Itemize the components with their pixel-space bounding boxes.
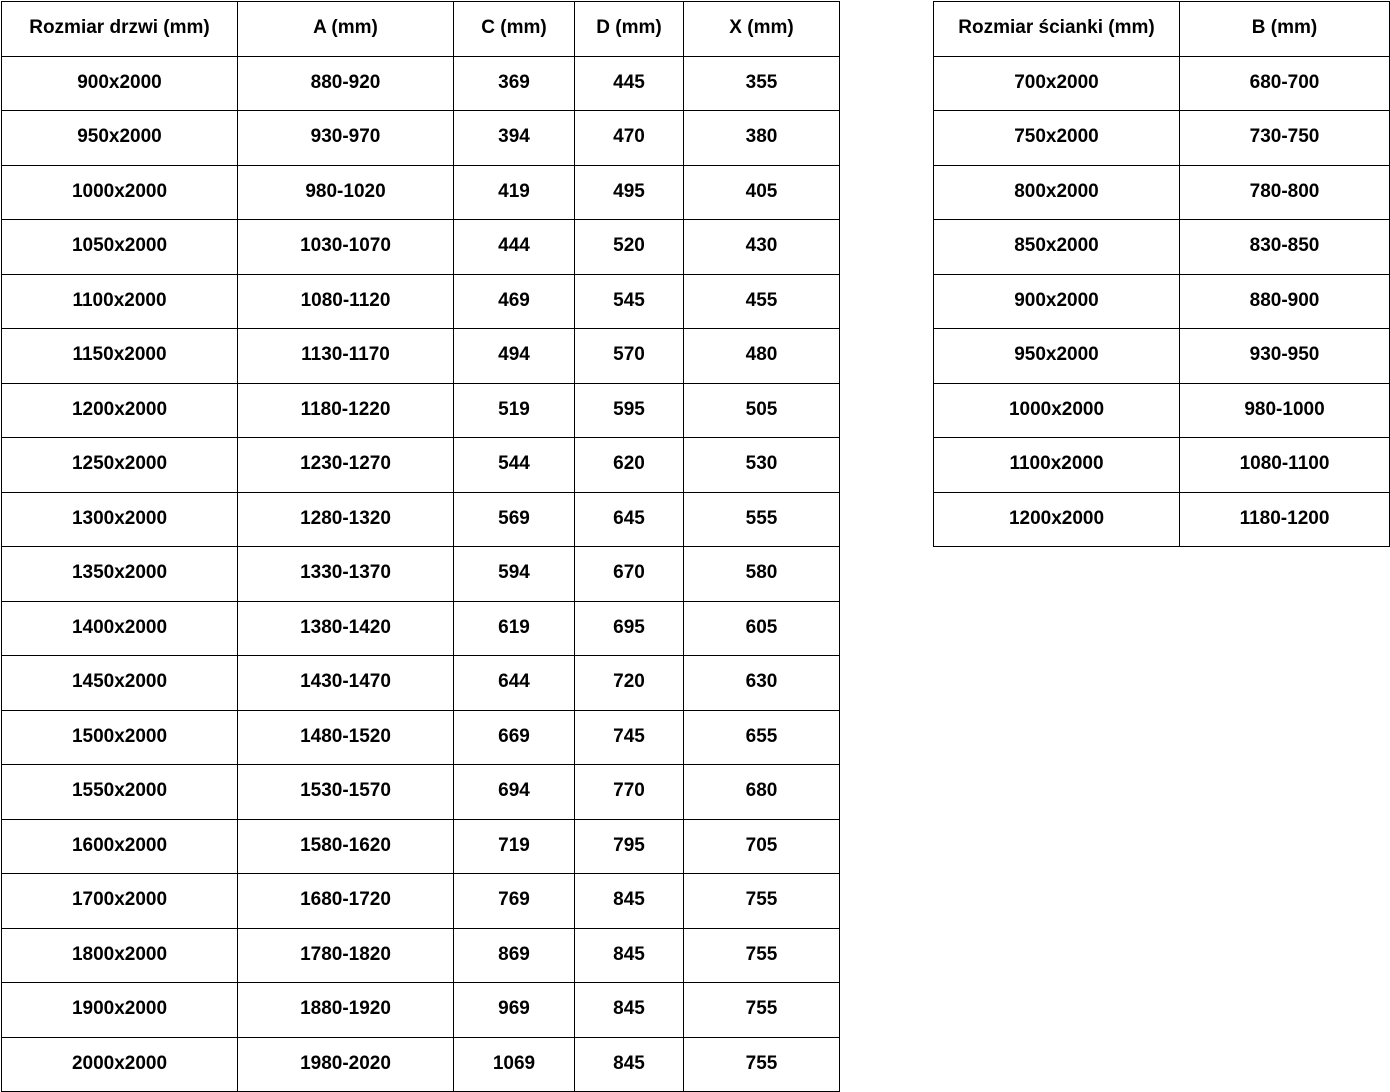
cell-c: 519 (454, 383, 575, 438)
cell-a: 980-1020 (238, 165, 454, 220)
cell-door-size: 1500x2000 (2, 710, 238, 765)
cell-d: 520 (575, 220, 684, 275)
cell-b: 780-800 (1180, 165, 1390, 220)
cell-d: 495 (575, 165, 684, 220)
cell-x: 505 (684, 383, 840, 438)
cell-b: 880-900 (1180, 274, 1390, 329)
cell-x: 355 (684, 56, 840, 111)
cell-c: 419 (454, 165, 575, 220)
cell-door-size: 1600x2000 (2, 819, 238, 874)
column-header-door-size: Rozmiar drzwi (mm) (2, 2, 238, 57)
table-header-row (934, 2, 1390, 57)
table-row (2, 547, 840, 602)
cell-door-size: 1350x2000 (2, 547, 238, 602)
cell-wall-size: 1000x2000 (934, 383, 1180, 438)
cell-door-size: 1150x2000 (2, 329, 238, 384)
cell-door-size: 1550x2000 (2, 765, 238, 820)
cell-b: 1080-1100 (1180, 438, 1390, 493)
cell-a: 1980-2020 (238, 1037, 454, 1092)
cell-d: 845 (575, 874, 684, 929)
table-row (2, 656, 840, 711)
cell-b: 730-750 (1180, 111, 1390, 166)
cell-a: 1030-1070 (238, 220, 454, 275)
column-header-x: X (mm) (684, 2, 840, 57)
cell-door-size: 1800x2000 (2, 928, 238, 983)
cell-c: 494 (454, 329, 575, 384)
table-row (2, 111, 840, 166)
cell-x: 680 (684, 765, 840, 820)
cell-d: 545 (575, 274, 684, 329)
cell-a: 1330-1370 (238, 547, 454, 602)
cell-d: 645 (575, 492, 684, 547)
cell-c: 469 (454, 274, 575, 329)
cell-c: 569 (454, 492, 575, 547)
door-size-table (1, 1, 840, 1092)
wall-size-table (933, 1, 1390, 547)
cell-x: 530 (684, 438, 840, 493)
cell-a: 1680-1720 (238, 874, 454, 929)
cell-door-size: 1300x2000 (2, 492, 238, 547)
cell-door-size: 1450x2000 (2, 656, 238, 711)
cell-d: 845 (575, 928, 684, 983)
table-row (934, 492, 1390, 547)
table-row (2, 274, 840, 329)
table-row (934, 111, 1390, 166)
cell-wall-size: 800x2000 (934, 165, 1180, 220)
table-row (934, 438, 1390, 493)
cell-door-size: 2000x2000 (2, 1037, 238, 1092)
cell-c: 969 (454, 983, 575, 1038)
cell-x: 605 (684, 601, 840, 656)
cell-c: 594 (454, 547, 575, 602)
cell-d: 845 (575, 1037, 684, 1092)
cell-a: 1880-1920 (238, 983, 454, 1038)
cell-x: 380 (684, 111, 840, 166)
cell-x: 555 (684, 492, 840, 547)
cell-x: 755 (684, 1037, 840, 1092)
table-row (2, 438, 840, 493)
cell-x: 755 (684, 983, 840, 1038)
cell-c: 619 (454, 601, 575, 656)
table-row (934, 220, 1390, 275)
cell-door-size: 1050x2000 (2, 220, 238, 275)
cell-d: 570 (575, 329, 684, 384)
cell-x: 580 (684, 547, 840, 602)
cell-a: 1180-1220 (238, 383, 454, 438)
table-row (2, 383, 840, 438)
table-row (934, 56, 1390, 111)
column-header-wall-size: Rozmiar ścianki (mm) (934, 2, 1180, 57)
cell-a: 1480-1520 (238, 710, 454, 765)
table-row (2, 819, 840, 874)
table-row (934, 274, 1390, 329)
cell-d: 720 (575, 656, 684, 711)
cell-door-size: 1200x2000 (2, 383, 238, 438)
cell-x: 430 (684, 220, 840, 275)
cell-a: 1280-1320 (238, 492, 454, 547)
cell-d: 745 (575, 710, 684, 765)
wall-table-body (934, 56, 1390, 547)
cell-b: 980-1000 (1180, 383, 1390, 438)
cell-a: 1430-1470 (238, 656, 454, 711)
cell-d: 620 (575, 438, 684, 493)
cell-c: 644 (454, 656, 575, 711)
cell-b: 930-950 (1180, 329, 1390, 384)
cell-d: 795 (575, 819, 684, 874)
cell-x: 655 (684, 710, 840, 765)
cell-wall-size: 1200x2000 (934, 492, 1180, 547)
cell-b: 830-850 (1180, 220, 1390, 275)
cell-door-size: 1700x2000 (2, 874, 238, 929)
column-header-c: C (mm) (454, 2, 575, 57)
cell-c: 444 (454, 220, 575, 275)
cell-a: 1130-1170 (238, 329, 454, 384)
cell-x: 480 (684, 329, 840, 384)
cell-a: 1530-1570 (238, 765, 454, 820)
cell-d: 670 (575, 547, 684, 602)
cell-d: 845 (575, 983, 684, 1038)
cell-x: 405 (684, 165, 840, 220)
cell-wall-size: 850x2000 (934, 220, 1180, 275)
table-row (2, 765, 840, 820)
cell-d: 445 (575, 56, 684, 111)
cell-door-size: 1000x2000 (2, 165, 238, 220)
cell-door-size: 900x2000 (2, 56, 238, 111)
cell-b: 1180-1200 (1180, 492, 1390, 547)
cell-c: 719 (454, 819, 575, 874)
table-row (934, 329, 1390, 384)
cell-x: 755 (684, 874, 840, 929)
cell-x: 755 (684, 928, 840, 983)
table-row (2, 56, 840, 111)
cell-wall-size: 900x2000 (934, 274, 1180, 329)
cell-x: 705 (684, 819, 840, 874)
cell-c: 694 (454, 765, 575, 820)
table-row (2, 329, 840, 384)
cell-wall-size: 950x2000 (934, 329, 1180, 384)
cell-d: 695 (575, 601, 684, 656)
cell-d: 770 (575, 765, 684, 820)
table-row (2, 601, 840, 656)
table-row (2, 710, 840, 765)
cell-c: 769 (454, 874, 575, 929)
cell-a: 880-920 (238, 56, 454, 111)
column-header-a: A (mm) (238, 2, 454, 57)
cell-c: 394 (454, 111, 575, 166)
cell-door-size: 1900x2000 (2, 983, 238, 1038)
cell-wall-size: 700x2000 (934, 56, 1180, 111)
cell-x: 455 (684, 274, 840, 329)
cell-x: 630 (684, 656, 840, 711)
table-row (2, 1037, 840, 1092)
cell-c: 369 (454, 56, 575, 111)
table-row (934, 383, 1390, 438)
cell-a: 1380-1420 (238, 601, 454, 656)
cell-d: 470 (575, 111, 684, 166)
cell-a: 1780-1820 (238, 928, 454, 983)
column-header-b: B (mm) (1180, 2, 1390, 57)
cell-c: 869 (454, 928, 575, 983)
wall-table-header (934, 2, 1390, 57)
cell-a: 1580-1620 (238, 819, 454, 874)
table-row (2, 165, 840, 220)
cell-b: 680-700 (1180, 56, 1390, 111)
door-table-body (2, 56, 840, 1092)
table-row (2, 983, 840, 1038)
table-row (2, 874, 840, 929)
table-row (934, 165, 1390, 220)
door-table-header (2, 2, 840, 57)
column-header-d: D (mm) (575, 2, 684, 57)
cell-a: 930-970 (238, 111, 454, 166)
cell-door-size: 1400x2000 (2, 601, 238, 656)
table-row (2, 492, 840, 547)
cell-c: 544 (454, 438, 575, 493)
table-header-row (2, 2, 840, 57)
cell-d: 595 (575, 383, 684, 438)
cell-door-size: 1250x2000 (2, 438, 238, 493)
cell-wall-size: 750x2000 (934, 111, 1180, 166)
cell-door-size: 950x2000 (2, 111, 238, 166)
cell-wall-size: 1100x2000 (934, 438, 1180, 493)
cell-a: 1080-1120 (238, 274, 454, 329)
table-row (2, 928, 840, 983)
cell-c: 669 (454, 710, 575, 765)
cell-door-size: 1100x2000 (2, 274, 238, 329)
table-row (2, 220, 840, 275)
cell-a: 1230-1270 (238, 438, 454, 493)
cell-c: 1069 (454, 1037, 575, 1092)
